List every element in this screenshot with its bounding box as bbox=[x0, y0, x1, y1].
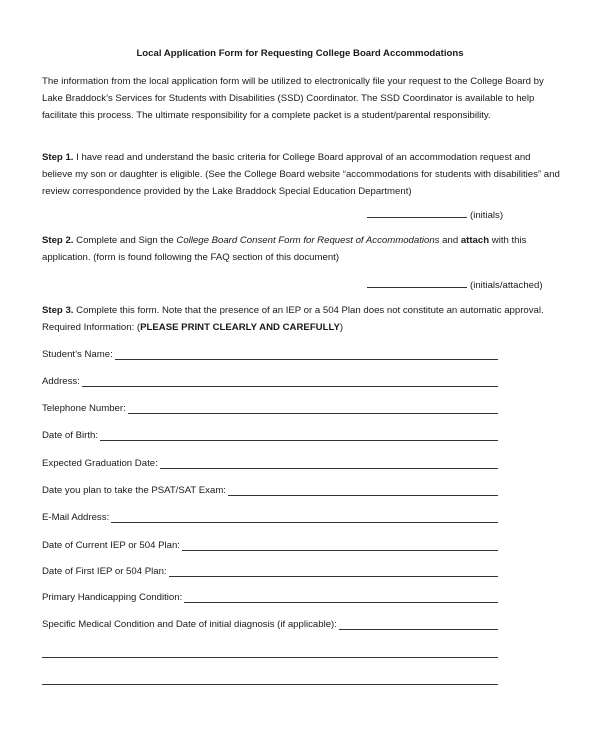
initials-blank[interactable] bbox=[367, 207, 467, 218]
form-field[interactable] bbox=[42, 589, 498, 603]
step3-label: Step 3. bbox=[42, 305, 74, 316]
step2-initials[interactable] bbox=[367, 277, 543, 291]
form-title: Local Application Form for Requesting College Board Accommodations bbox=[136, 48, 464, 59]
form-field[interactable] bbox=[42, 482, 498, 496]
step3-text: ) bbox=[339, 322, 344, 333]
initials-attached-label: (initials/attached) bbox=[470, 280, 543, 291]
field-input-line[interactable] bbox=[169, 566, 498, 577]
step2-text: with this application. (form is found following the FAQ section of this document) bbox=[42, 235, 527, 263]
field-label: Address: bbox=[42, 376, 80, 387]
field-input-line[interactable] bbox=[100, 430, 498, 441]
form-field[interactable] bbox=[42, 346, 498, 360]
field-label: Telephone Number: bbox=[42, 403, 126, 414]
field-input-line[interactable] bbox=[111, 512, 498, 523]
field-input-line[interactable] bbox=[184, 592, 498, 603]
field-label: Date of First IEP or 504 Plan: bbox=[42, 566, 167, 577]
intro-paragraph: The information from the local application form will be utilized to electronically file your request to the College Board by Lake Braddock’s Services for Students with Disabilities (SSD) Coordinator. The SSD Coordinator is available to help facilitate this process. The ultimate responsibility for a complete packet is a student/parental responsibility. bbox=[42, 76, 544, 121]
step1-paragraph bbox=[42, 149, 562, 200]
form-field[interactable] bbox=[42, 455, 498, 469]
blank-line-field[interactable] bbox=[42, 644, 498, 658]
field-input-line[interactable] bbox=[160, 458, 498, 469]
initials-blank[interactable] bbox=[367, 277, 467, 288]
step2-attach: attach bbox=[460, 235, 490, 246]
initials-label: (initials) bbox=[470, 210, 504, 221]
step2-paragraph bbox=[42, 232, 562, 266]
field-label: Specific Medical Condition and Date of initial diagnosis (if applicable): bbox=[42, 619, 337, 630]
step3-text: Complete this form. Note that the presence of an IEP or a 504 Plan does not constitute an automatic approval. Required Information: ( bbox=[42, 305, 544, 333]
blank-line-field[interactable] bbox=[42, 671, 498, 685]
field-label: Date of Birth: bbox=[42, 430, 98, 441]
field-label: Primary Handicapping Condition: bbox=[42, 592, 183, 603]
form-field[interactable] bbox=[42, 616, 498, 630]
field-input-line[interactable] bbox=[128, 403, 498, 414]
step1-initials[interactable] bbox=[367, 207, 503, 221]
field-input-line[interactable] bbox=[182, 540, 498, 551]
step1-text: I have read and understand the basic criteria for College Board approval of an accommodation request and believe my son or daughter is eligible. (See the College Board website “accommodations for students with disabilities” and review correspondence provided by the Lake Braddock Special Education Department) bbox=[42, 152, 560, 197]
form-field[interactable] bbox=[42, 509, 498, 523]
field-label: Date of Current IEP or 504 Plan: bbox=[42, 540, 180, 551]
form-field[interactable] bbox=[42, 427, 498, 441]
form-field[interactable] bbox=[42, 400, 498, 414]
field-label: E-Mail Address: bbox=[42, 512, 110, 523]
field-label: Student’s Name: bbox=[42, 349, 113, 360]
field-input-line[interactable] bbox=[42, 647, 498, 658]
step3-emphasis: PLEASE PRINT CLEARLY AND CAREFULLY bbox=[140, 322, 340, 333]
step2-text: Complete and Sign the bbox=[73, 235, 177, 246]
field-input-line[interactable] bbox=[115, 349, 498, 360]
form-field[interactable] bbox=[42, 373, 498, 387]
field-input-line[interactable] bbox=[228, 485, 498, 496]
step2-label: Step 2. bbox=[42, 235, 74, 246]
step2-text: and bbox=[439, 235, 461, 246]
form-field[interactable] bbox=[42, 563, 498, 577]
field-input-line[interactable] bbox=[82, 376, 498, 387]
step1-label: Step 1. bbox=[42, 152, 74, 163]
field-input-line[interactable] bbox=[42, 674, 498, 685]
step3-paragraph bbox=[42, 302, 562, 336]
step2-form-name: College Board Consent Form for Request of Accommodations bbox=[176, 235, 440, 246]
form-field[interactable] bbox=[42, 537, 498, 551]
field-input-line[interactable] bbox=[339, 619, 498, 630]
field-label: Date you plan to take the PSAT/SAT Exam: bbox=[42, 485, 226, 496]
field-label: Expected Graduation Date: bbox=[42, 458, 158, 469]
